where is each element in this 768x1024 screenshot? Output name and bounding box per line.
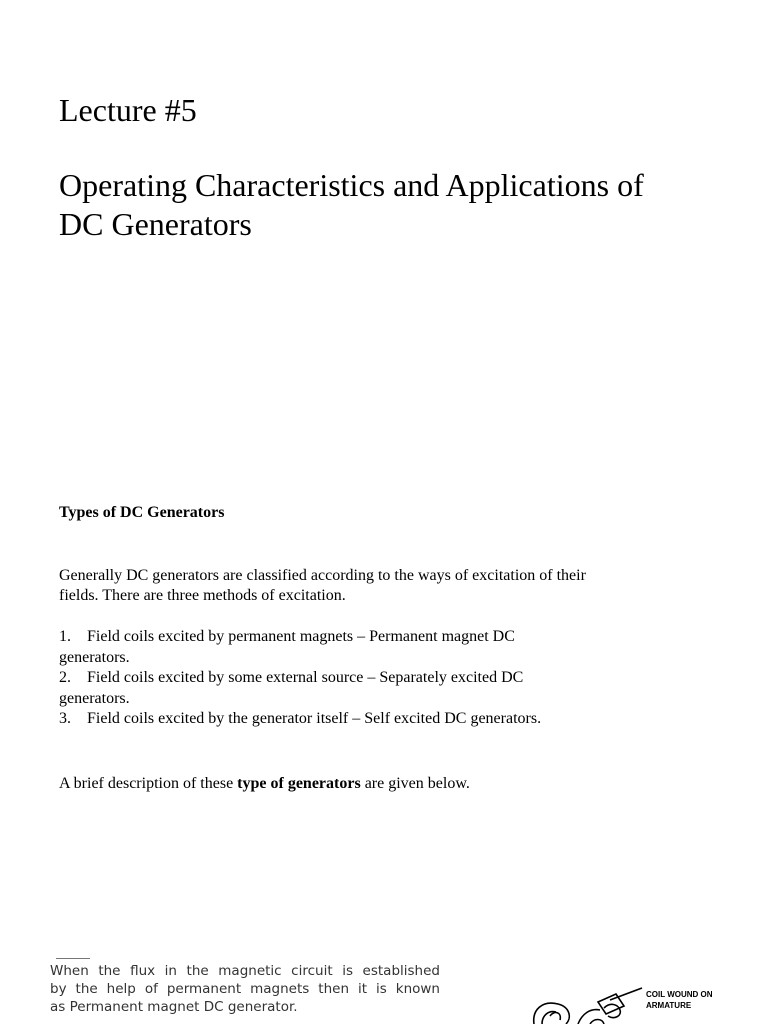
caption-line: When the flux in the magnetic circuit is established bbox=[50, 963, 440, 979]
armature-arc bbox=[578, 1010, 600, 1024]
lecture-number: Lecture #5 bbox=[59, 92, 197, 128]
intro-line: Generally DC generators are classified according to the ways of excitation of their bbox=[59, 567, 586, 584]
list-item-number: 3. bbox=[59, 710, 71, 727]
list-item-line bbox=[59, 668, 709, 689]
list-item-line bbox=[59, 627, 709, 648]
list-item bbox=[59, 627, 709, 668]
intro-paragraph bbox=[59, 566, 709, 606]
coil-turn bbox=[590, 1020, 604, 1024]
title-line: DC Generators bbox=[59, 206, 252, 242]
generator-diagram-drawing bbox=[520, 980, 768, 1024]
excitation-methods-list bbox=[59, 627, 709, 730]
list-item-continuation: generators. bbox=[59, 648, 130, 666]
list-item-number: 2. bbox=[59, 669, 71, 686]
list-item-number: 1. bbox=[59, 628, 71, 645]
caption-paragraph bbox=[50, 962, 440, 1016]
brief-description bbox=[59, 773, 470, 795]
list-item bbox=[59, 668, 709, 709]
brief-bold-text: type of generators bbox=[237, 775, 361, 792]
list-item-text: Field coils excited by the generator itself – Self excited DC generators. bbox=[87, 710, 542, 727]
list-item bbox=[59, 709, 709, 730]
page-title bbox=[59, 166, 739, 244]
list-item-text: Field coils excited by some external source – Separately excited DC bbox=[87, 669, 524, 686]
caption-line: by the help of permanent magnets then it is known bbox=[50, 981, 440, 997]
list-item-continuation: generators. bbox=[59, 689, 130, 707]
title-line: Operating Characteristics and Applications of bbox=[59, 167, 644, 203]
diagram-label bbox=[646, 989, 713, 1011]
section-heading: Types of DC Generators bbox=[59, 504, 225, 521]
list-item-text: Field coils excited by permanent magnets – Permanent magnet DC bbox=[87, 628, 515, 645]
brief-text: A brief description of these bbox=[59, 775, 238, 792]
diagram-label-line: COIL WOUND ON bbox=[646, 990, 713, 999]
intro-line: fields. There are three methods of excitation. bbox=[59, 587, 346, 604]
brief-text-end: are given below. bbox=[360, 775, 470, 792]
list-item-line bbox=[59, 709, 709, 730]
generator-diagram bbox=[520, 980, 768, 1024]
pole-shoe bbox=[550, 1013, 560, 1020]
diagram-label-line: ARMATURE bbox=[646, 1001, 692, 1010]
caption-line: as Permanent magnet DC generator. bbox=[50, 999, 298, 1015]
divider bbox=[56, 958, 90, 961]
